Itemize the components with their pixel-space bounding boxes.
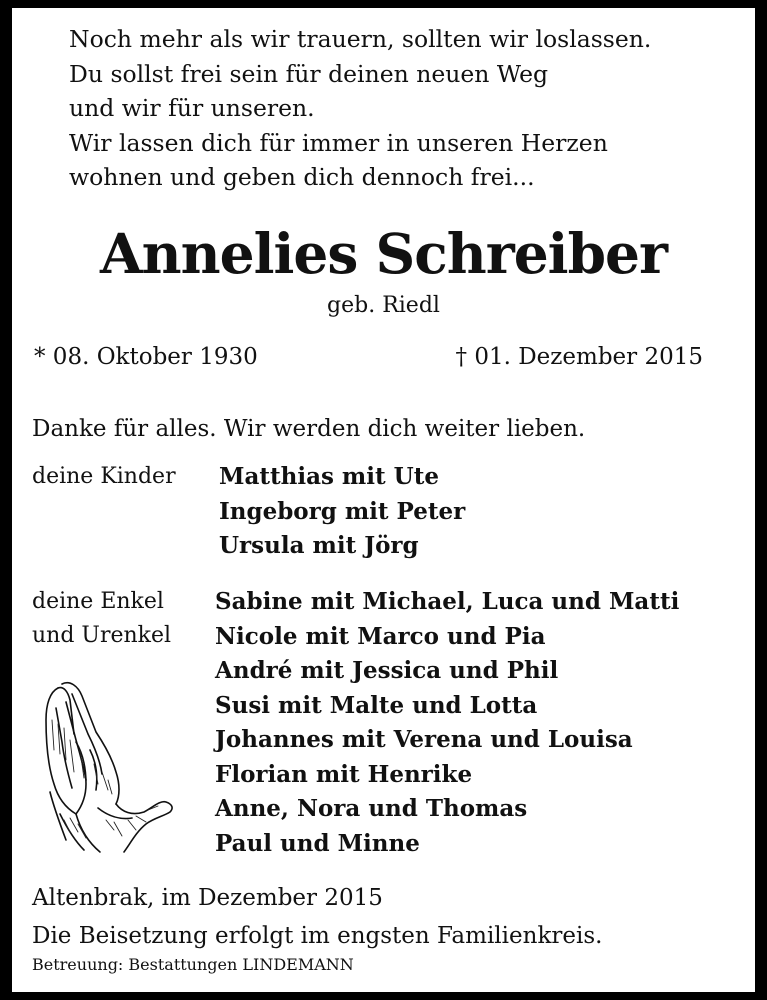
birth-date: * 08. Oktober 1930 (34, 344, 258, 370)
grandchild-entry: Anne, Nora und Thomas (215, 795, 528, 822)
grandchildren-label-line: deine Enkel (32, 589, 164, 614)
grandchildren-label (32, 585, 171, 653)
child-entry: Ingeborg mit Peter (219, 497, 466, 525)
maiden-name: geb. Riedl (327, 293, 440, 318)
deceased-name: Annelies Schreiber (99, 221, 668, 286)
place-date: Altenbrak, im Dezember 2015 (32, 885, 383, 911)
children-list (219, 460, 465, 564)
verse-line: Wir lassen dich für immer in unseren Herzen (69, 128, 608, 157)
verse-line: wohnen und geben dich dennoch frei... (69, 163, 535, 191)
verse-line: Noch mehr als wir trauern, sollten wir loslassen. (69, 25, 652, 53)
grandchild-entry: Nicole mit Marco und Pia (215, 622, 546, 650)
verse-line: Du sollst frei sein für deinen neuen Weg (69, 59, 549, 88)
child-entry: Ursula mit Jörg (219, 532, 419, 559)
undertaker-credit: Betreuung: Bestattungen LINDEMANN (32, 955, 354, 974)
grandchild-entry: Susi mit Malte und Lotta (215, 691, 538, 719)
verse (69, 22, 651, 195)
grandchild-entry: Florian mit Henrike (215, 760, 473, 788)
child-entry: Matthias mit Ute (219, 463, 439, 490)
grandchild-entry: Johannes mit Verena und Louisa (215, 726, 633, 753)
praying-hands-icon (36, 680, 176, 856)
burial-note: Die Beisetzung erfolgt im engsten Familienkreis. (32, 923, 603, 949)
grandchild-entry: André mit Jessica und Phil (215, 657, 559, 684)
verse-line: und wir für unseren. (69, 94, 315, 122)
children-label: deine Kinder (32, 464, 176, 489)
death-date: † 01. Dezember 2015 (455, 344, 703, 370)
grandchild-entry: Sabine mit Michael, Luca und Matti (215, 588, 680, 615)
grandchildren-list (215, 585, 679, 861)
grandchildren-label-line: und Urenkel (32, 623, 172, 648)
grandchild-entry: Paul und Minne (215, 829, 420, 857)
thanks-line: Danke für alles. Wir werden dich weiter lieben. (32, 416, 586, 442)
